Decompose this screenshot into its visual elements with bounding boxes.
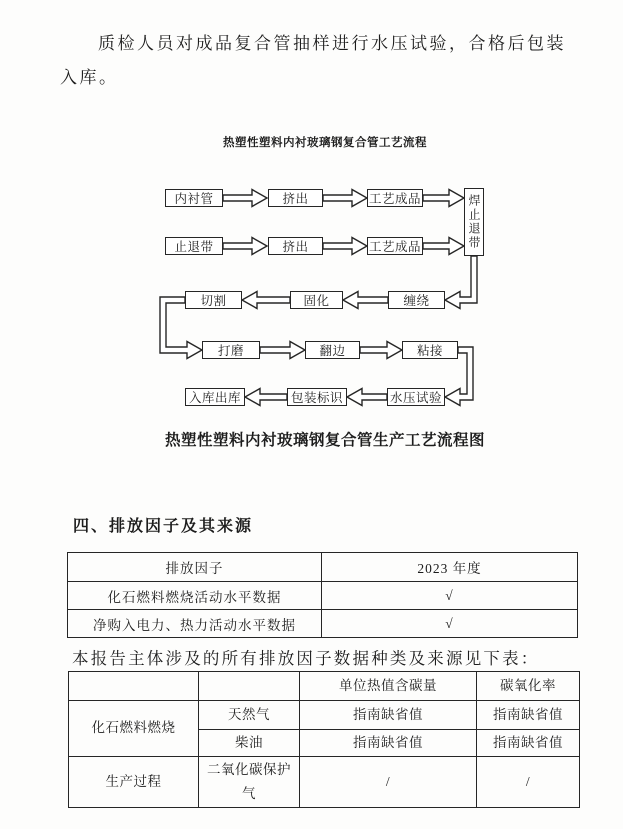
- flow-arrow: [347, 389, 387, 406]
- section-heading: 四、排放因子及其来源: [73, 518, 254, 535]
- header-year: 2023 年度: [322, 553, 578, 582]
- flow-box-extrude-bottom: 挤出: [268, 237, 323, 255]
- flow-arrow: [343, 292, 388, 309]
- flow-arrow: [360, 342, 402, 359]
- flow-box-bonding: 粘接: [402, 341, 458, 359]
- flow-arrow: [323, 238, 367, 255]
- flow-box-product-top: 工艺成品: [367, 189, 423, 207]
- value-unit-carbon: 指南缺省值: [300, 730, 477, 757]
- flow-arrow: [423, 238, 464, 255]
- item-natural-gas: 天然气: [199, 701, 300, 730]
- flow-arrow: [423, 190, 464, 207]
- flowchart-caption: 热塑性塑料内衬玻璃钢复合管生产工艺流程图: [164, 432, 485, 449]
- header-oxidation-rate: 碳氧化率: [477, 672, 580, 701]
- intro-paragraph-line-2: 入库。: [60, 68, 119, 87]
- intro-paragraph-line-1: 质检人员对成品复合管抽样进行水压试验，合格后包装: [98, 34, 566, 53]
- factor-label: 化石燃料燃烧活动水平数据: [68, 582, 322, 610]
- item-diesel: 柴油: [199, 730, 300, 757]
- flow-box-winding: 缠绕: [388, 291, 445, 309]
- item-co2-shielding-gas: 二氧化碳保护气: [199, 757, 300, 808]
- flow-box-storage: 入库出库: [185, 388, 245, 406]
- flow-box-cutting: 切割: [185, 291, 242, 309]
- flow-arrow: [242, 292, 290, 309]
- flow-box-inner-liner: 内衬管: [165, 189, 223, 207]
- flow-arrow: [223, 190, 267, 207]
- flow-arrow: [323, 190, 367, 207]
- flow-arrow: [245, 389, 287, 406]
- value-unit-carbon: 指南缺省值: [300, 701, 477, 730]
- header-unit-carbon: 单位热值含碳量: [300, 672, 477, 701]
- flow-box-packaging: 包装标识: [287, 388, 347, 406]
- flow-box-hydro-test: 水压试验: [387, 388, 445, 406]
- factor-check: √: [322, 582, 578, 610]
- value-oxidation-rate: 指南缺省值: [477, 730, 580, 757]
- flowchart-title: 热塑性塑料内衬玻璃钢复合管工艺流程: [223, 137, 427, 149]
- flow-box-curing: 固化: [290, 291, 343, 309]
- flow-box-extrude-top: 挤出: [268, 189, 323, 207]
- factor-label: 净购入电力、热力活动水平数据: [68, 610, 322, 638]
- flow-box-stop-band: 止退带: [165, 237, 223, 255]
- header-emission-factor: 排放因子: [68, 553, 322, 582]
- flow-connector: [445, 256, 477, 309]
- category-production-process: 生产过程: [69, 757, 199, 808]
- flow-box-product-bottom: 工艺成品: [367, 237, 423, 255]
- value-oxidation-rate: 指南缺省值: [477, 701, 580, 730]
- flow-arrow: [260, 342, 305, 359]
- value-oxidation-rate: /: [477, 757, 580, 808]
- value-unit-carbon: /: [300, 757, 477, 808]
- flow-arrow: [223, 238, 267, 255]
- category-fossil-fuel: 化石燃料燃烧: [69, 701, 199, 757]
- factor-check: √: [322, 610, 578, 638]
- flow-box-weld-stop-band: 焊止退带: [464, 188, 484, 256]
- flow-box-flanging: 翻边: [305, 341, 360, 359]
- flow-box-grinding: 打磨: [202, 341, 260, 359]
- table-intro-text: 本报告主体涉及的所有排放因子数据种类及来源见下表：: [72, 649, 540, 668]
